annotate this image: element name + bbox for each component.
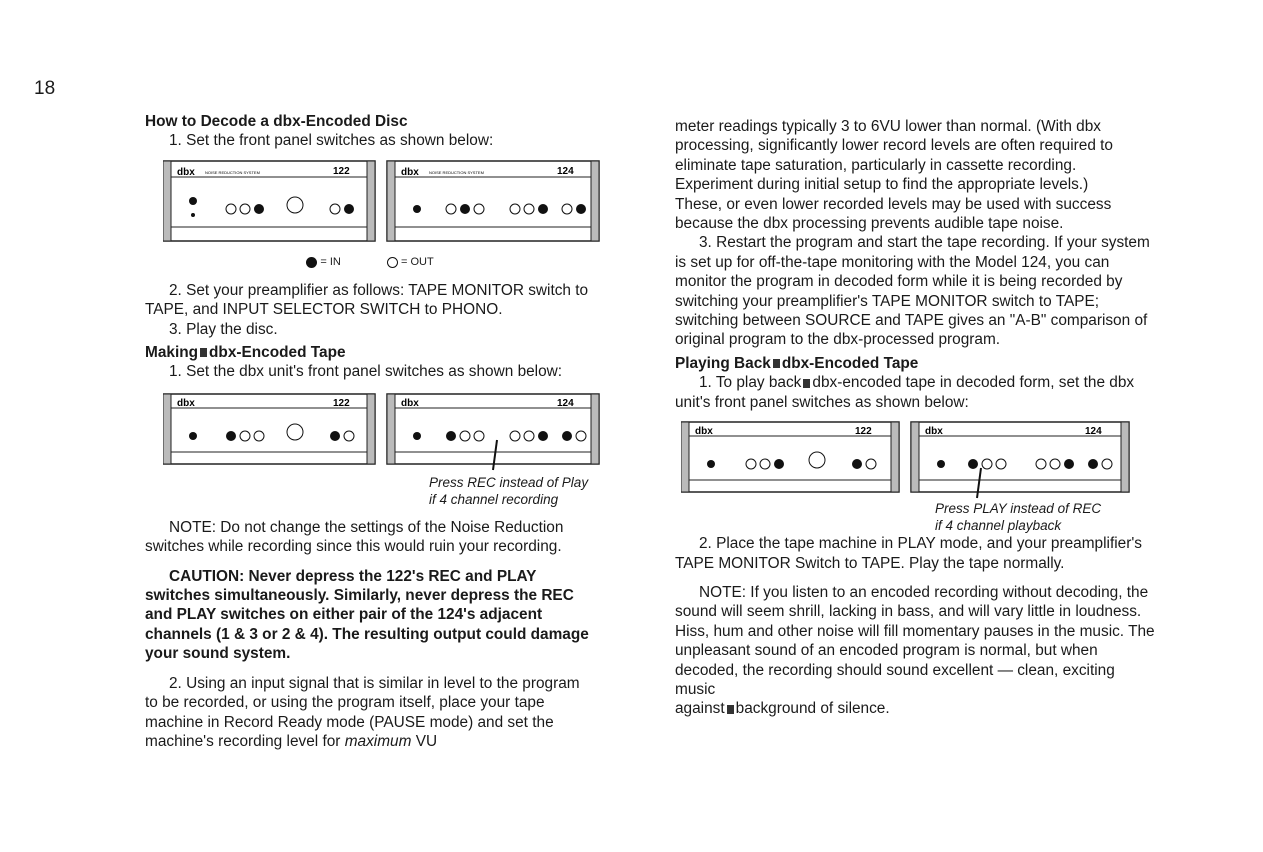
svg-text:122: 122 xyxy=(333,397,350,409)
panel-model: 124 xyxy=(557,165,574,177)
heading-decode-disc: How to Decode a dbx-Encoded Disc xyxy=(145,113,408,130)
dbx-square-icon xyxy=(773,359,780,368)
panel-122 xyxy=(163,161,375,241)
left-column xyxy=(145,112,595,751)
svg-text:124: 124 xyxy=(557,397,574,409)
switch-legend xyxy=(145,253,595,273)
panel-row-playback xyxy=(681,420,1155,500)
panel-subtitle: NOISE REDUCTION SYSTEM xyxy=(205,169,260,175)
background-silence: against background of silence. xyxy=(675,700,890,718)
note-recording: NOTE: Do not change the settings of the Noise Reduction switches while recording since this would ruin your recording. xyxy=(145,518,564,556)
in-dot-icon xyxy=(306,257,317,268)
step-1-playback: 1. To play back dbx-encoded tape in decoded form, set the dbx unit's front panel switches as shown below: xyxy=(675,374,1135,411)
step-2-play-mode: 2. Place the tape machine in PLAY mode, and your preamplifier's TAPE MONITOR Switch to TAPE. Play the tape normally. xyxy=(675,535,1142,572)
legend-in: = IN xyxy=(320,255,341,268)
step-3-play: 3. Play the disc. xyxy=(169,320,278,338)
panel-illustration-playback xyxy=(681,420,1131,500)
svg-text:124: 124 xyxy=(1085,426,1102,438)
svg-text:dbx: dbx xyxy=(925,426,943,438)
caution-text: CAUTION: Never depress the 122's REC and PLAY switches simultaneously. Similarly, never depress the REC and PLAY switches on either pair of the 124's adjacent channels (1 & 3 or 2 & 4). The resulting output could damage your sound system. xyxy=(145,567,589,663)
step-1-tape: 1. Set the dbx unit's front panel switches as shown below: xyxy=(169,363,563,381)
step-2-preamp: 2. Set your preamplifier as follows: TAPE MONITOR switch to TAPE, and INPUT SELECTOR SWITCH to PHONO. xyxy=(145,281,589,319)
dbx-square-icon xyxy=(803,379,810,388)
panel-illustration-decode xyxy=(163,159,603,247)
right-column xyxy=(675,117,1155,719)
note-encoded: NOTE: If you listen to an encoded recording without decoding, the sound will seem shrill, lacking in bass, and will vary little in loudness. Hiss, hum and other noise will fill momentary pauses in the music. The unpleasant sound of an encoded program is normal, but when decoded, the recording should sound excellent — clean, exciting music xyxy=(675,583,1155,698)
panel-124 xyxy=(387,161,599,241)
dbx-square-icon xyxy=(200,348,207,357)
panel-row-record xyxy=(163,392,595,472)
svg-text:dbx: dbx xyxy=(695,426,713,438)
lower-levels: These, or even lower recorded levels may be used with success because the dbx processing prevents audible tape noise. xyxy=(675,195,1112,233)
out-dot-icon xyxy=(387,257,398,268)
caption-record: Press REC instead of Play if 4 channel recording xyxy=(429,474,589,507)
caption-playback: Press PLAY instead of REC if 4 channel playback xyxy=(935,501,1102,534)
step-2-level: 2. Using an input signal that is similar in level to the program to be recorded, or using the program itself, place your tape machine in Record Ready mode (PAUSE mode) and set the machine's recording level for maximum VU xyxy=(145,674,580,750)
svg-text:122: 122 xyxy=(855,426,872,438)
dbx-square-icon xyxy=(727,705,734,714)
step-1-decode: 1. Set the front panel switches as shown below: xyxy=(169,132,494,150)
step-3-restart: 3. Restart the program and start the tape recording. If your system is set up for off-the-tape monitoring with the Model 124, you can monitor the program in decoded form while it is being recorded by switching your preamplifier's TAPE MONITOR switch to TAPE; switching between SOURCE and TAPE gives an "A-B" comparison of original program to the dbx-processed program. xyxy=(675,234,1150,349)
heading-making-tape: Making dbx-Encoded Tape xyxy=(145,344,346,362)
svg-text:dbx: dbx xyxy=(401,397,419,409)
legend-out: = OUT xyxy=(401,255,434,268)
panel-model: 122 xyxy=(333,165,350,177)
panel-brand: dbx xyxy=(401,166,419,178)
svg-text:dbx: dbx xyxy=(177,397,195,409)
page-number: 18 xyxy=(34,78,56,99)
panel-subtitle: NOISE REDUCTION SYSTEM xyxy=(429,169,484,175)
heading-playing-back: Playing Back dbx-Encoded Tape xyxy=(675,354,919,372)
panel-illustration-record xyxy=(163,392,603,472)
meter-readings: meter readings typically 3 to 6VU lower than normal. (With dbx processing, significantly lower record levels are often required to eliminate tape saturation, particularly in cassette recording. Experiment during initial setup to find the appropriate levels.) xyxy=(675,118,1113,194)
panel-brand: dbx xyxy=(177,166,195,178)
panel-row-decode xyxy=(163,159,595,247)
